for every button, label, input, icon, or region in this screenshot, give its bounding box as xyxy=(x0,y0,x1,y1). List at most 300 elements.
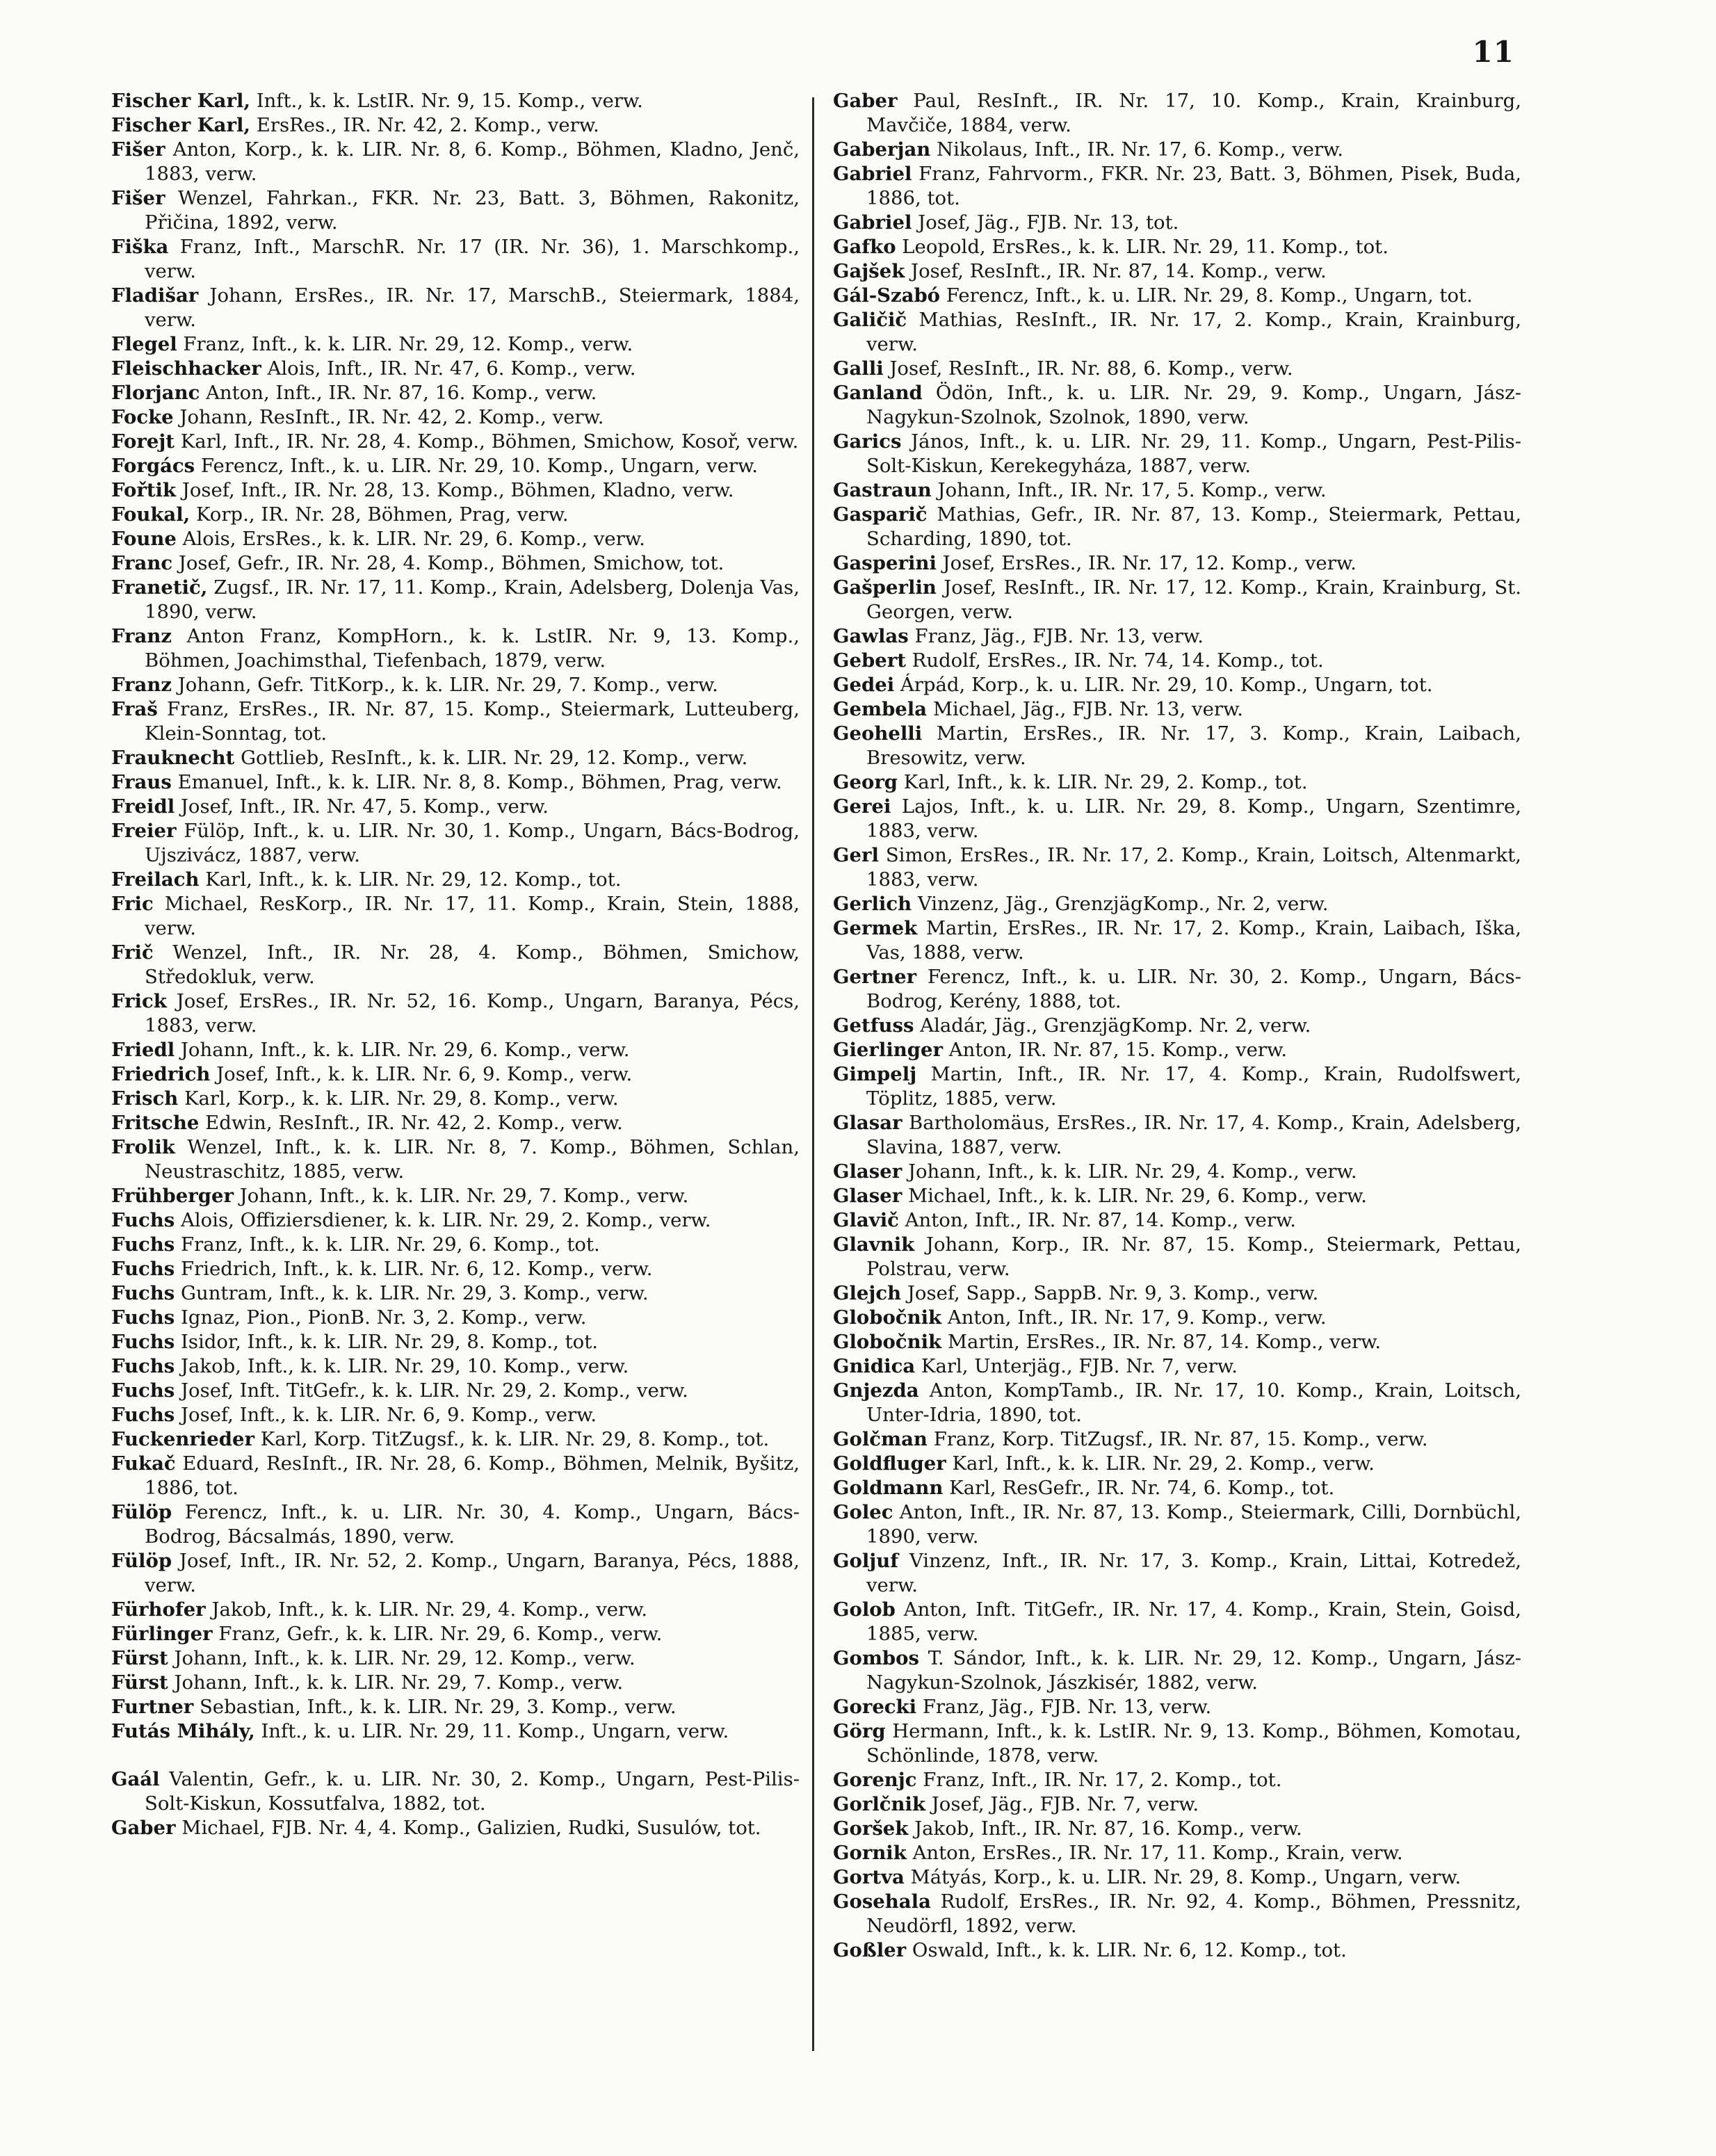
list-item xyxy=(111,1767,800,1816)
entry-details: Rudolf, ErsRes., IR. Nr. 74, 14. Komp., tot. xyxy=(912,649,1324,672)
list-item xyxy=(111,1233,800,1257)
entry-details: Karl, Korp., k. k. LIR. Nr. 29, 8. Komp., verw. xyxy=(184,1087,619,1110)
list-item xyxy=(111,1330,800,1354)
entry-details: Josef, Gefr., IR. Nr. 28, 4. Komp., Böhmen, Smichow, tot. xyxy=(178,552,725,574)
entry-surname: Gerei xyxy=(833,795,891,818)
entry-surname: Glasar xyxy=(833,1112,902,1134)
list-item xyxy=(111,527,800,551)
entry-surname: Freidl xyxy=(111,795,175,818)
entry-details: Wenzel, Fahrkan., FKR. Nr. 23, Batt. 3, Böhmen, Rakonitz, Přičina, 1892, verw. xyxy=(145,187,800,234)
entry-surname: Globočnik xyxy=(833,1306,942,1329)
entry-surname: Gabriel xyxy=(833,163,912,185)
list-item xyxy=(833,1938,1521,1963)
entry-surname: Fořtik xyxy=(111,479,177,501)
list-item xyxy=(833,1354,1521,1379)
entry-surname: Fraus xyxy=(111,771,172,793)
entry-details: Michael, Inft., k. k. LIR. Nr. 29, 6. Komp., verw. xyxy=(907,1185,1367,1207)
list-item xyxy=(111,357,800,381)
list-item xyxy=(833,1500,1521,1549)
entry-details: Wenzel, Inft., IR. Nr. 28, 4. Komp., Böhmen, Smichow, Středokluk, verw. xyxy=(145,941,800,988)
entry-surname: Fuchs xyxy=(111,1331,175,1353)
entry-surname: Gaál xyxy=(111,1768,160,1790)
list-item xyxy=(111,1257,800,1281)
list-item xyxy=(111,381,800,405)
entry-details: Anton, Inft., IR. Nr. 17, 9. Komp., verw. xyxy=(947,1306,1327,1329)
entry-surname: Gnjezda xyxy=(833,1379,919,1402)
entry-details: Karl, Inft., IR. Nr. 28, 4. Komp., Böhmen, Smichow, Kosoř, verw. xyxy=(180,430,799,453)
entry-surname: Gaber xyxy=(833,90,898,112)
list-item xyxy=(833,1184,1521,1208)
entry-details: Simon, ErsRes., IR. Nr. 17, 2. Komp., Krain, Loitsch, Altenmarkt, 1883, verw. xyxy=(866,844,1521,891)
entry-details: Hermann, Inft., k. k. LstIR. Nr. 9, 13. Komp., Böhmen, Komotau, Schönlinde, 1878, verw. xyxy=(866,1720,1521,1767)
entry-details: Paul, ResInft., IR. Nr. 17, 10. Komp., Krain, Krainburg, Mavčiče, 1884, verw. xyxy=(866,90,1522,136)
list-item xyxy=(111,1598,800,1622)
list-item xyxy=(111,1281,800,1306)
list-item xyxy=(833,138,1521,162)
list-item xyxy=(833,1208,1521,1233)
entry-surname: Fürst xyxy=(111,1647,168,1669)
list-item xyxy=(111,235,800,284)
entry-surname: Flegel xyxy=(111,333,177,355)
list-item xyxy=(833,1379,1521,1427)
entry-details: Anton, Inft., IR. Nr. 87, 14. Komp., verw. xyxy=(905,1209,1296,1231)
entry-surname: Goršek xyxy=(833,1817,909,1840)
list-item xyxy=(111,551,800,576)
entry-surname: Fülöp xyxy=(111,1550,172,1572)
entry-surname: Fuchs xyxy=(111,1233,175,1256)
entry-surname: Galli xyxy=(833,357,884,380)
list-item xyxy=(111,284,800,332)
entry-surname: Gierlinger xyxy=(833,1039,944,1061)
entry-details: Johann, Inft., IR. Nr. 17, 5. Komp., verw. xyxy=(937,479,1327,501)
entry-surname: Fuchs xyxy=(111,1404,175,1426)
entry-surname: Globočnik xyxy=(833,1331,942,1353)
entry-details: Anton, Inft., IR. Nr. 87, 13. Komp., Steiermark, Cilli, Dornbüchl, 1890, verw. xyxy=(866,1501,1521,1548)
list-item xyxy=(111,795,800,819)
entry-surname: Fischer Karl, xyxy=(111,114,250,136)
column-divider xyxy=(812,97,814,2051)
entry-details: Ferencz, Inft., k. u. LIR. Nr. 29, 8. Komp., Ungarn, tot. xyxy=(946,284,1473,307)
list-item xyxy=(833,162,1521,211)
entry-details: Franz, Korp. TitZugsf., IR. Nr. 87, 15. Komp., verw. xyxy=(933,1428,1428,1450)
list-item xyxy=(833,892,1521,916)
entry-surname: Gorenjc xyxy=(833,1769,917,1791)
list-item xyxy=(833,1330,1521,1354)
list-item xyxy=(111,1500,800,1549)
entry-surname: Frick xyxy=(111,990,167,1012)
list-item xyxy=(833,965,1521,1014)
list-item xyxy=(111,332,800,357)
list-item xyxy=(111,697,800,746)
entry-details: Edwin, ResInft., IR. Nr. 42, 2. Komp., verw. xyxy=(205,1112,623,1134)
list-item xyxy=(111,503,800,527)
entry-surname: Frič xyxy=(111,941,154,964)
entry-details: Anton, Inft. TitGefr., IR. Nr. 17, 4. Komp., Krain, Stein, Goisd, 1885, verw. xyxy=(866,1598,1521,1645)
entry-details: Josef, Inft. TitGefr., k. k. LIR. Nr. 29, 2. Komp., verw. xyxy=(181,1379,688,1402)
entry-details: Johann, Inft., k. k. LIR. Nr. 29, 7. Komp., verw. xyxy=(174,1671,624,1694)
entry-details: Johann, Korp., IR. Nr. 87, 15. Komp., Steiermark, Pettau, Polstrau, verw. xyxy=(866,1233,1521,1280)
entry-surname: Garics xyxy=(833,430,902,453)
entry-details: Josef, ResInft., IR. Nr. 17, 12. Komp., Krain, Krainburg, St. Georgen, verw. xyxy=(866,576,1521,623)
list-item xyxy=(111,1622,800,1646)
list-item xyxy=(111,1646,800,1671)
list-item xyxy=(833,624,1521,649)
list-item xyxy=(833,211,1521,235)
list-item xyxy=(111,1354,800,1379)
entry-details: Vinzenz, Jäg., GrenzjägKomp., Nr. 2, verw. xyxy=(917,893,1329,915)
list-item xyxy=(111,746,800,770)
entry-details: Michael, ResKorp., IR. Nr. 17, 11. Komp., Krain, Stein, 1888, verw. xyxy=(145,893,800,939)
entry-details: Ödön, Inft., k. u. LIR. Nr. 29, 9. Komp., Ungarn, Jász-Nagykun-Szolnok, Szolnok, 1890, verw. xyxy=(866,382,1521,428)
entry-surname: Freier xyxy=(111,820,177,842)
list-item xyxy=(833,1452,1521,1476)
entry-details: Karl, ResGefr., IR. Nr. 74, 6. Komp., tot. xyxy=(949,1477,1335,1499)
list-item xyxy=(111,770,800,795)
entry-surname: Gerl xyxy=(833,844,879,866)
list-item xyxy=(833,308,1521,357)
entry-details: Alois, Offiziersdiener, k. k. LIR. Nr. 29, 2. Komp., verw. xyxy=(181,1209,711,1231)
list-item xyxy=(111,1111,800,1135)
entry-surname: Glaser xyxy=(833,1185,902,1207)
list-item xyxy=(111,1087,800,1111)
entry-details: Emanuel, Inft., k. k. LIR. Nr. 8, 8. Komp., Böhmen, Prag, verw. xyxy=(177,771,782,793)
entry-details: Nikolaus, Inft., IR. Nr. 17, 6. Komp., verw. xyxy=(937,138,1344,161)
entry-surname: Fiška xyxy=(111,236,169,258)
entry-details: Franz, Inft., k. k. LIR. Nr. 29, 12. Komp., verw. xyxy=(183,333,633,355)
entry-surname: Frisch xyxy=(111,1087,179,1110)
entry-details: Leopold, ErsRes., k. k. LIR. Nr. 29, 11. Komp., tot. xyxy=(902,236,1389,258)
entry-surname: Glaser xyxy=(833,1160,902,1183)
entry-details: Johann, ResInft., IR. Nr. 42, 2. Komp., verw. xyxy=(179,406,604,428)
list-item xyxy=(111,1403,800,1427)
entry-details: Karl, Inft., k. k. LIR. Nr. 29, 2. Komp., tot. xyxy=(903,771,1308,793)
entry-surname: Getfuss xyxy=(833,1014,914,1037)
list-item xyxy=(833,1160,1521,1184)
entry-surname: Fleischhacker xyxy=(111,357,261,380)
list-item xyxy=(833,284,1521,308)
entry-surname: Golčman xyxy=(833,1428,928,1450)
entry-details: Friedrich, Inft., k. k. LIR. Nr. 6, 12. Komp., verw. xyxy=(181,1258,653,1280)
entry-details: Josef, Jäg., FJB. Nr. 13, tot. xyxy=(918,211,1179,234)
entry-surname: Fuchs xyxy=(111,1209,175,1231)
list-item xyxy=(833,503,1521,551)
entry-details: Anton, Inft., IR. Nr. 87, 16. Komp., verw. xyxy=(206,382,597,404)
list-item xyxy=(111,1719,800,1744)
entry-surname: Görg xyxy=(833,1720,886,1742)
entry-surname: Gebert xyxy=(833,649,906,672)
entry-details: Bartholomäus, ErsRes., IR. Nr. 17, 4. Komp., Krain, Adelsberg, Slavina, 1887, verw. xyxy=(866,1112,1521,1158)
list-item xyxy=(833,1792,1521,1817)
entry-surname: Gombos xyxy=(833,1647,919,1669)
list-item xyxy=(833,843,1521,892)
entry-surname: Goßler xyxy=(833,1939,907,1961)
entry-details: Anton, IR. Nr. 87, 15. Komp., verw. xyxy=(948,1039,1288,1061)
list-item xyxy=(111,1427,800,1452)
entry-surname: Fuchs xyxy=(111,1282,175,1304)
list-item xyxy=(111,1306,800,1330)
entry-surname: Gastraun xyxy=(833,479,932,501)
entry-details: Franz, Inft., IR. Nr. 17, 2. Komp., tot. xyxy=(923,1769,1282,1791)
entry-details: Korp., IR. Nr. 28, Böhmen, Prag, verw. xyxy=(196,503,569,526)
entry-details: Martin, ErsRes., IR. Nr. 87, 14. Komp., verw. xyxy=(947,1331,1382,1353)
entry-details: Inft., k. u. LIR. Nr. 29, 11. Komp., Ungarn, verw. xyxy=(261,1720,729,1742)
entry-surname: Glejch xyxy=(833,1282,902,1304)
entry-surname: Gawlas xyxy=(833,625,909,647)
list-item xyxy=(833,430,1521,478)
entry-surname: Fladišar xyxy=(111,284,199,307)
entry-surname: Gajšek xyxy=(833,260,905,282)
entry-details: Franz, Fahrvorm., FKR. Nr. 23, Batt. 3, Böhmen, Pisek, Buda, 1886, tot. xyxy=(866,163,1521,209)
entry-surname: Foukal, xyxy=(111,503,191,526)
entry-surname: Fuchs xyxy=(111,1379,175,1402)
list-item xyxy=(111,478,800,503)
list-item xyxy=(111,113,800,138)
entry-details: Fülöp, Inft., k. u. LIR. Nr. 30, 1. Komp., Ungarn, Bács-Bodrog, Ujszivácz, 1887, verw. xyxy=(145,820,800,866)
entry-surname: Gortva xyxy=(833,1866,905,1888)
entry-surname: Fürst xyxy=(111,1671,168,1694)
list-item xyxy=(111,186,800,235)
entry-details: János, Inft., k. u. LIR. Nr. 29, 11. Komp., Ungarn, Pest-Pilis-Solt-Kiskun, Kerekegyháza, 1887, verw. xyxy=(866,430,1521,477)
entry-details: Rudolf, ErsRes., IR. Nr. 92, 4. Komp., Böhmen, Pressnitz, Neudörfl, 1892, verw. xyxy=(866,1890,1521,1937)
entry-details: Sebastian, Inft., k. k. LIR. Nr. 29, 3. Komp., verw. xyxy=(199,1696,677,1718)
entry-details: Johann, Inft., k. k. LIR. Nr. 29, 7. Komp., verw. xyxy=(239,1185,689,1207)
entry-surname: Gašperlin xyxy=(833,576,937,599)
entry-details: Johann, Inft., k. k. LIR. Nr. 29, 12. Komp., verw. xyxy=(174,1647,636,1669)
list-item xyxy=(833,1038,1521,1062)
list-item xyxy=(833,1695,1521,1719)
entry-surname: Glavič xyxy=(833,1209,899,1231)
entry-details: Guntram, Inft., k. k. LIR. Nr. 29, 3. Komp., verw. xyxy=(181,1282,649,1304)
list-item xyxy=(833,1890,1521,1938)
entry-details: Martin, Inft., IR. Nr. 17, 4. Komp., Krain, Rudolfswert, Töplitz, 1885, verw. xyxy=(866,1063,1521,1110)
list-item xyxy=(111,1038,800,1062)
list-item xyxy=(833,1233,1521,1281)
list-item xyxy=(111,941,800,989)
list-item xyxy=(833,1476,1521,1500)
entry-details: Josef, Inft., k. k. LIR. Nr. 6, 9. Komp., verw. xyxy=(216,1063,633,1085)
entry-surname: Fišer xyxy=(111,187,165,209)
entry-details: Karl, Inft., k. k. LIR. Nr. 29, 2. Komp., verw. xyxy=(952,1452,1375,1475)
entry-surname: Friedrich xyxy=(111,1063,211,1085)
entry-surname: Gorecki xyxy=(833,1696,917,1718)
list-item xyxy=(833,1111,1521,1160)
entry-details: Karl, Korp. TitZugsf., k. k. LIR. Nr. 29, 8. Komp., tot. xyxy=(260,1428,770,1450)
entry-details: Josef, Inft., IR. Nr. 28, 13. Komp., Böhmen, Kladno, verw. xyxy=(181,479,734,501)
entry-surname: Fraš xyxy=(111,698,158,720)
list-item xyxy=(111,1208,800,1233)
list-item xyxy=(111,624,800,673)
list-item xyxy=(833,576,1521,624)
entry-details: Anton, KompTamb., IR. Nr. 17, 10. Komp., Krain, Loitsch, Unter-Idria, 1890, tot. xyxy=(866,1379,1521,1426)
entry-details: Ignaz, Pion., PionB. Nr. 3, 2. Komp., verw. xyxy=(181,1306,587,1329)
entry-surname: Goldmann xyxy=(833,1477,944,1499)
entry-surname: Gafko xyxy=(833,236,896,258)
entry-surname: Frolik xyxy=(111,1136,175,1158)
entry-details: Zugsf., IR. Nr. 17, 11. Komp., Krain, Adelsberg, Dolenja Vas, 1890, verw. xyxy=(145,576,800,623)
list-item xyxy=(111,1135,800,1184)
list-item xyxy=(111,1062,800,1087)
entry-details: Josef, Jäg., FJB. Nr. 7, verw. xyxy=(931,1793,1199,1815)
entry-surname: Fukač xyxy=(111,1452,176,1475)
entry-details: Mathias, ResInft., IR. Nr. 17, 2. Komp., Krain, Krainburg, verw. xyxy=(866,309,1521,355)
entry-surname: Furtner xyxy=(111,1696,194,1718)
list-item xyxy=(111,1452,800,1500)
entry-surname: Goldfluger xyxy=(833,1452,946,1475)
entry-details: Mátyás, Korp., k. u. LIR. Nr. 29, 8. Komp., Ungarn, verw. xyxy=(910,1866,1462,1888)
entry-surname: Franetič, xyxy=(111,576,208,599)
entry-surname: Forejt xyxy=(111,430,175,453)
entry-details: Johann, Inft., k. k. LIR. Nr. 29, 4. Komp., verw. xyxy=(907,1160,1357,1183)
entry-details: Anton, Korp., k. k. LIR. Nr. 8, 6. Komp., Böhmen, Kladno, Jenč, 1883, verw. xyxy=(145,138,800,185)
list-item xyxy=(833,1841,1521,1865)
entry-details: Martin, ErsRes., IR. Nr. 17, 3. Komp., Krain, Laibach, Bresowitz, verw. xyxy=(866,722,1521,769)
entry-details: Alois, ErsRes., k. k. LIR. Nr. 29, 6. Komp., verw. xyxy=(182,528,645,550)
entry-details: Josef, Inft., IR. Nr. 52, 2. Komp., Ungarn, Baranya, Pécs, 1888, verw. xyxy=(145,1550,800,1596)
list-item xyxy=(833,1598,1521,1646)
list-item xyxy=(833,673,1521,697)
entry-surname: Fuchs xyxy=(111,1306,175,1329)
entry-surname: Ganland xyxy=(833,382,923,404)
list-item xyxy=(111,1695,800,1719)
list-item xyxy=(111,868,800,892)
list-item xyxy=(111,430,800,454)
list-item xyxy=(833,235,1521,259)
entry-details: ErsRes., IR. Nr. 42, 2. Komp., verw. xyxy=(256,114,599,136)
entry-surname: Gabriel xyxy=(833,211,912,234)
entry-surname: Fuchs xyxy=(111,1355,175,1377)
list-item xyxy=(111,819,800,868)
entry-details: Franz, Gefr., k. k. LIR. Nr. 29, 6. Komp., verw. xyxy=(218,1623,663,1645)
list-item xyxy=(833,1062,1521,1111)
list-item xyxy=(833,1549,1521,1598)
entry-surname: Gimpelj xyxy=(833,1063,917,1085)
entry-details: Martin, ErsRes., IR. Nr. 17, 2. Komp., Krain, Laibach, Iška, Vas, 1888, verw. xyxy=(866,917,1521,964)
list-item xyxy=(833,89,1521,138)
entry-details: Anton Franz, KompHorn., k. k. LstIR. Nr. 9, 13. Komp., Böhmen, Joachimsthal, Tiefenbach, 1879, verw. xyxy=(145,625,800,672)
entry-surname: Glavnik xyxy=(833,1233,915,1256)
left-column xyxy=(111,89,800,1840)
entry-details: Franz, Jäg., FJB. Nr. 13, verw. xyxy=(922,1696,1212,1718)
entry-details: Franz, Jäg., FJB. Nr. 13, verw. xyxy=(914,625,1204,647)
entry-surname: Gaberjan xyxy=(833,138,931,161)
entry-details: Anton, ErsRes., IR. Nr. 17, 11. Komp., Krain, verw. xyxy=(912,1842,1403,1864)
entry-details: Johann, Inft., k. k. LIR. Nr. 29, 6. Komp., verw. xyxy=(180,1039,630,1061)
entry-details: Ferencz, Inft., k. u. LIR. Nr. 29, 10. Komp., Ungarn, verw. xyxy=(200,455,759,477)
entry-details: Karl, Inft., k. k. LIR. Nr. 29, 12. Komp., tot. xyxy=(205,868,622,891)
entry-details: Árpád, Korp., k. u. LIR. Nr. 29, 10. Komp., Ungarn, tot. xyxy=(900,674,1433,696)
list-item xyxy=(111,138,800,186)
entry-surname: Gertner xyxy=(833,966,917,988)
entry-details: Michael, Jäg., FJB. Nr. 13, verw. xyxy=(932,698,1244,720)
entry-surname: Friedl xyxy=(111,1039,175,1061)
entry-surname: Franc xyxy=(111,552,173,574)
entry-details: Franz, Inft., MarschR. Nr. 17 (IR. Nr. 36), 1. Marschkomp., verw. xyxy=(145,236,800,282)
list-item xyxy=(833,1014,1521,1038)
entry-surname: Galičič xyxy=(833,309,907,331)
entry-surname: Fric xyxy=(111,893,154,915)
entry-details: Lajos, Inft., k. u. LIR. Nr. 29, 8. Komp., Ungarn, Szentimre, 1883, verw. xyxy=(866,795,1521,842)
entry-details: Josef, ErsRes., IR. Nr. 17, 12. Komp., verw. xyxy=(942,552,1357,574)
entry-surname: Goljuf xyxy=(833,1550,899,1572)
list-item xyxy=(833,649,1521,673)
entry-details: Josef, ResInft., IR. Nr. 87, 14. Komp., verw. xyxy=(911,260,1327,282)
entry-surname: Freilach xyxy=(111,868,200,891)
list-item xyxy=(833,770,1521,795)
entry-details: Franz, Inft., k. k. LIR. Nr. 29, 6. Komp., tot. xyxy=(181,1233,600,1256)
entry-details: Inft., k. k. LstIR. Nr. 9, 15. Komp., verw. xyxy=(256,90,643,112)
entry-surname: Gerlich xyxy=(833,893,912,915)
list-item xyxy=(833,551,1521,576)
entry-surname: Golob xyxy=(833,1598,896,1621)
entry-details: Jakob, Inft., k. k. LIR. Nr. 29, 4. Komp., verw. xyxy=(211,1598,648,1621)
right-column xyxy=(833,89,1521,1963)
list-item xyxy=(833,478,1521,503)
list-item xyxy=(833,381,1521,430)
list-item xyxy=(833,1281,1521,1306)
section-gap xyxy=(111,1744,800,1767)
list-item xyxy=(111,576,800,624)
list-item xyxy=(111,1549,800,1598)
entry-details: Alois, Inft., IR. Nr. 47, 6. Komp., verw. xyxy=(267,357,636,380)
entry-details: Vinzenz, Inft., IR. Nr. 17, 3. Komp., Krain, Littai, Kotredež, verw. xyxy=(866,1550,1521,1596)
entry-surname: Gasparič xyxy=(833,503,928,526)
entry-details: Jakob, Inft., IR. Nr. 87, 16. Komp., verw. xyxy=(914,1817,1302,1840)
entry-surname: Fuchs xyxy=(111,1258,175,1280)
entry-details: Josef, ErsRes., IR. Nr. 52, 16. Komp., Ungarn, Baranya, Pécs, 1883, verw. xyxy=(145,990,800,1037)
entry-surname: Fischer Karl, xyxy=(111,90,250,112)
list-item xyxy=(111,1184,800,1208)
list-item xyxy=(833,1427,1521,1452)
entry-surname: Forgács xyxy=(111,455,195,477)
list-item xyxy=(833,1817,1521,1841)
list-item xyxy=(111,89,800,113)
entry-surname: Gornik xyxy=(833,1842,907,1864)
entry-surname: Georg xyxy=(833,771,898,793)
list-item xyxy=(833,916,1521,965)
list-item xyxy=(111,989,800,1038)
entry-details: Gottlieb, ResInft., k. k. LIR. Nr. 29, 12. Komp., verw. xyxy=(241,747,748,769)
list-item xyxy=(111,405,800,430)
entry-surname: Gál-Szabó xyxy=(833,284,941,307)
entry-details: T. Sándor, Inft., k. k. LIR. Nr. 29, 12. Komp., Ungarn, Jász-Nagykun-Szolnok, Jászkisér, 1882, verw. xyxy=(866,1647,1521,1694)
entry-details: Ferencz, Inft., k. u. LIR. Nr. 30, 4. Komp., Ungarn, Bács-Bodrog, Bácsalmás, 1890, verw. xyxy=(145,1501,800,1548)
entry-details: Aladár, Jäg., GrenzjägKomp. Nr. 2, verw. xyxy=(920,1014,1311,1037)
entry-surname: Fürlinger xyxy=(111,1623,213,1645)
entry-surname: Franz xyxy=(111,674,172,696)
entry-details: Josef, Inft., IR. Nr. 47, 5. Komp., verw. xyxy=(180,795,549,818)
entry-details: Oswald, Inft., k. k. LIR. Nr. 6, 12. Komp., tot. xyxy=(912,1939,1347,1961)
list-item xyxy=(833,259,1521,284)
entry-details: Josef, Sapp., SappB. Nr. 9, 3. Komp., verw. xyxy=(907,1282,1319,1304)
entry-details: Johann, ErsRes., IR. Nr. 17, MarschB., Steiermark, 1884, verw. xyxy=(145,284,800,331)
list-item xyxy=(111,673,800,697)
entry-surname: Fritsche xyxy=(111,1112,200,1134)
entry-surname: Fišer xyxy=(111,138,165,161)
list-item xyxy=(833,1719,1521,1768)
entry-details: Karl, Unterjäg., FJB. Nr. 7, verw. xyxy=(921,1355,1238,1377)
entry-details: Eduard, ResInft., IR. Nr. 28, 6. Komp., Böhmen, Melnik, Byšitz, 1886, tot. xyxy=(145,1452,800,1499)
entry-details: Mathias, Gefr., IR. Nr. 87, 13. Komp., Steiermark, Pettau, Scharding, 1890, tot. xyxy=(866,503,1521,550)
entry-details: Isidor, Inft., k. k. LIR. Nr. 29, 8. Komp., tot. xyxy=(181,1331,598,1353)
list-item xyxy=(833,1865,1521,1890)
entry-surname: Focke xyxy=(111,406,174,428)
entry-surname: Gosehala xyxy=(833,1890,931,1913)
entry-surname: Fuckenrieder xyxy=(111,1428,254,1450)
entry-surname: Gorlčnik xyxy=(833,1793,926,1815)
entry-surname: Fülöp xyxy=(111,1501,172,1523)
entry-surname: Germek xyxy=(833,917,918,939)
entry-surname: Frühberger xyxy=(111,1185,234,1207)
